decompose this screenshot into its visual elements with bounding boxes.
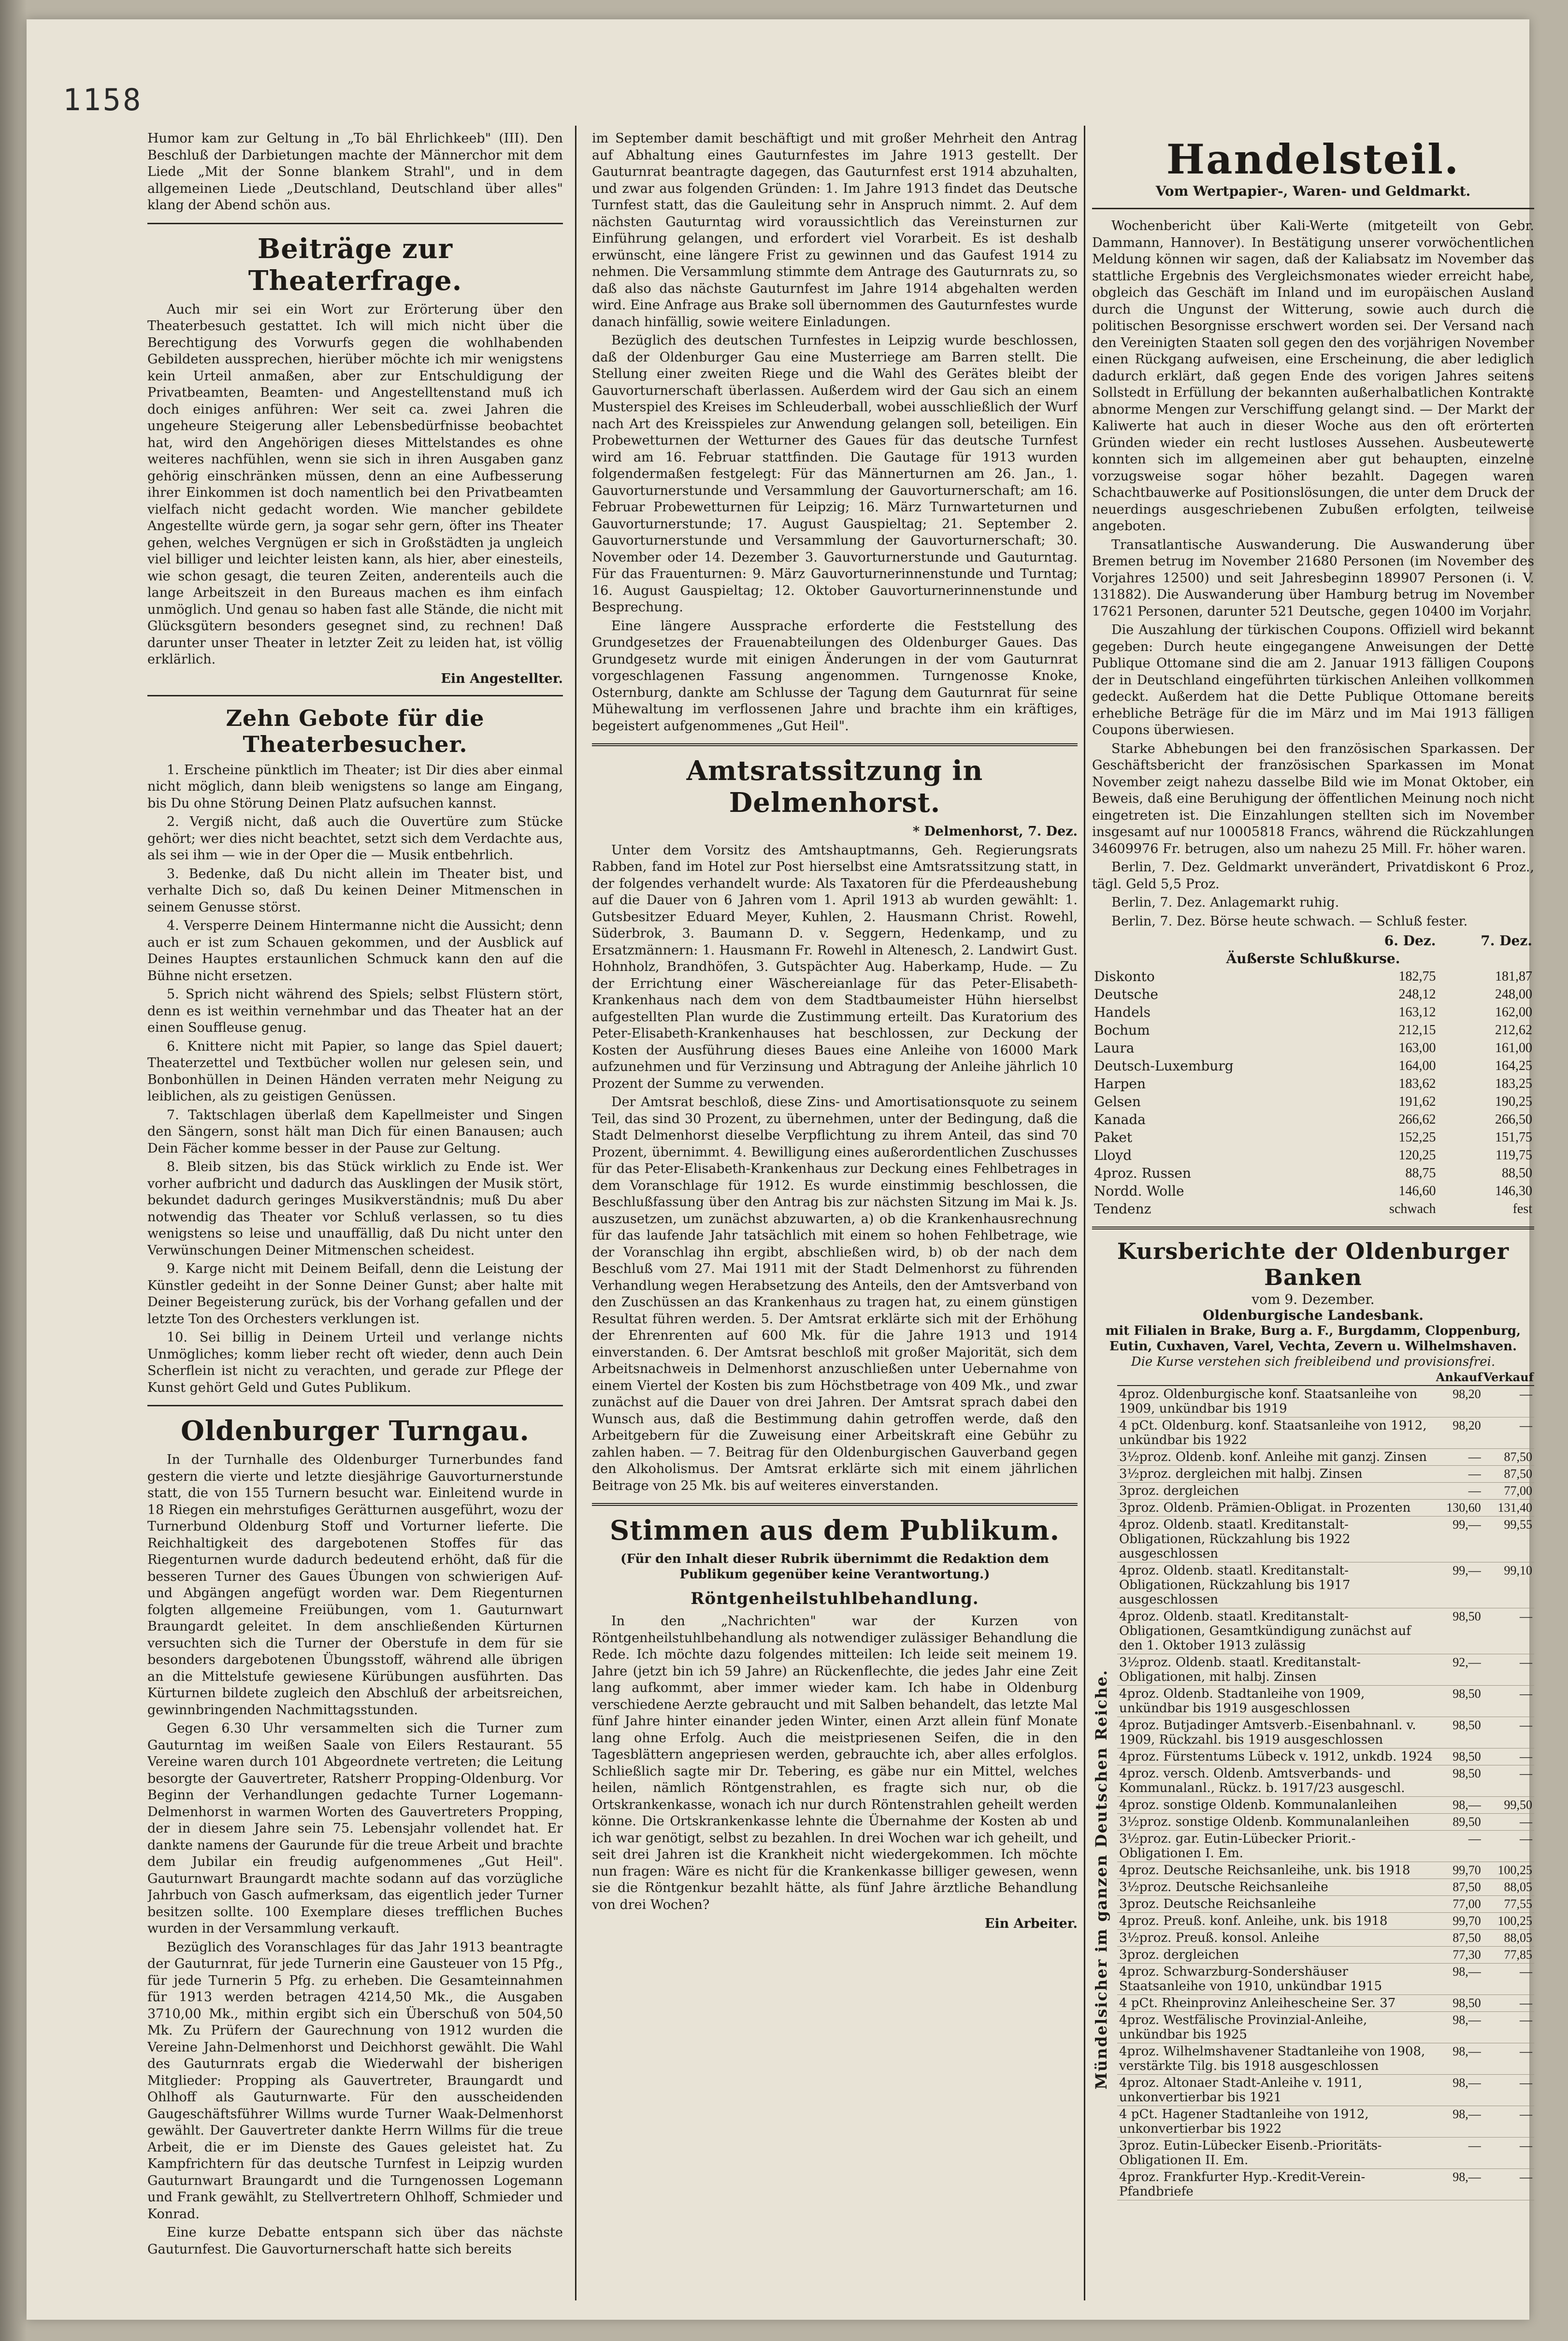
rate-cell: —: [1436, 1449, 1483, 1466]
rate-cell: —: [1483, 1964, 1534, 1995]
bond-name: 4proz. Oldenburgische konf. Staatsanleihe von 1909, unkündbar bis 1919: [1117, 1386, 1436, 1417]
bond-name: 4proz. Westfälische Provinzial-Anleihe, unkündbar bis 1925: [1117, 2012, 1436, 2043]
rate-cell: 98,50: [1436, 1749, 1483, 1765]
paragraph: Bezüglich des deutschen Turnfestes in Leipzig wurde beschlossen, daß der Oldenburger Gau eine Musterriege am Barren stellt. Die Stellung einer zweiten Riege und die Wahl des Gerätes bleibt der Gauvorturnerschaft überlassen. Außerdem wird der Gau sich an einem Musterspiel des Kreises im Schleuderball, wobei ausschließlich der Wurf nach Art des Kreisspieles zur Anwendung gelangen soll, beteiligen. Ein Probewetturnen der Wetturner des Gaues für das deutsche Turnfest wird am 16. Februar stattfinden. Die Gautage für 1913 wurden folgendermaßen festgelegt: Für das Männerturnen am 26. Jan., 1. Gauvorturnerstunde und Versammlung der Gauvorturnerschaft; am 16. Februar Probewetturnen für Leipzig; 16. März Turnwarteturnen und Gauvorturnerstunde; 17. August Gauspieltag; 21. September 2. Gauvorturnerstunde und Versammlung der Gauvorturnerschaft; 30. November oder 14. Dezember 3. Gauvorturnerstunde und Gauturntag. Für das Frauenturnen: 9. März Gauvorturnerinnenstunde und Turntag; 16. August Gauspieltag; 12. Oktober Gauvorturnerinnenstunde und Besprechung.: [592, 333, 1078, 615]
price-cell: 191,62: [1398, 1094, 1436, 1109]
security-name: Harpen: [1094, 1076, 1146, 1092]
rate-cell: 99,—: [1436, 1517, 1483, 1562]
dateline: * Delmenhorst, 7. Dez.: [913, 824, 1078, 839]
table-row: [1117, 1995, 1534, 2012]
commandment-item: 6. Knittere nicht mit Papier, so lange das Spiel dauert; Theaterzettel und Textbücher wollen nur gelesen sein, und Bonbonhüllen in Deinen Händen verraten mehr Neigung zu leiblichen, als zu geistigen Genüssen.: [147, 1039, 563, 1104]
table-row: [1117, 2012, 1534, 2043]
bond-name: 3proz. dergleichen: [1117, 1947, 1436, 1964]
bond-name: 3½proz. gar. Eutin-Lübecker Priorit.-Obligationen I. Em.: [1117, 1831, 1436, 1862]
rate-cell: 77,55: [1483, 1896, 1534, 1913]
column-rule: [1084, 126, 1085, 2300]
rate-cell: —: [1483, 2075, 1534, 2106]
table-row: [1092, 1164, 1534, 1182]
bond-name: 4proz. Oldenb. staatl. Kreditanstalt-Obligationen, Rückzahlung bis 1917 ausgeschlossen: [1117, 1562, 1436, 1608]
price-cell: 163,12: [1398, 1005, 1436, 1020]
rate-cell: 100,25: [1483, 1913, 1534, 1930]
security-name: Deutsch-Luxemburg: [1094, 1058, 1234, 1074]
table-row: [1092, 1003, 1534, 1021]
divider: [592, 743, 1078, 746]
rate-cell: 88,05: [1483, 1879, 1534, 1896]
paragraph: im September damit beschäftigt und mit großer Mehrheit den Antrag auf Abhaltung eines Gauturnfestes im Jahre 1913 gestellt. Der Gauturnrat beantragte dagegen, das Gauturnfest erst 1914 abzuhalten, und zwar aus folgenden Gründen: 1. Im Jahre 1913 findet das Deutsche Turnfest statt, das die Gauleitung sehr in Anspruch nimmt. 2. Auf dem nächsten Gauturntag wird voraussichtlich das Vereinsturnen zur Einführung gelangen, und erfordert viel Vorarbeit. Es ist deshalb erwünscht, eine längere Frist zu gewinnen und das Gaufest 1914 zu nehmen. Die Versammlung stimmte dem Antrage des Gauturnrats zu, so daß also das nächste Gauturnfest im Jahre 1914 abgehalten werden wird. Eine Anfrage aus Brake soll übernommen des Gauturnfestes wurde danach hinfällig, sowie weitere Einladungen.: [592, 131, 1078, 330]
table-row: [1092, 1057, 1534, 1075]
commandment-item: 1. Erscheine pünktlich im Theater; ist Dir dies aber einmal nicht möglich, dann bleib wenigstens so lange am Eingang, bis Du ohne Störung Deinen Platz aufsuchen kannst.: [147, 762, 563, 811]
table-row: [1092, 1111, 1534, 1128]
table-header: 7. Dez.: [1481, 933, 1532, 949]
table-row: [1092, 968, 1534, 985]
security-name: Laura: [1094, 1040, 1135, 1056]
rate-cell: —: [1483, 1749, 1534, 1765]
price-cell: 88,75: [1405, 1166, 1436, 1181]
rate-cell: —: [1436, 1831, 1483, 1862]
table-row: [1117, 1765, 1534, 1797]
table-row: [1117, 1654, 1534, 1686]
rate-cell: 98,—: [1436, 2043, 1483, 2075]
article-body: [592, 1613, 1078, 1913]
table-row: [1117, 1717, 1534, 1749]
column-2: [592, 130, 1078, 2305]
price-cell: 248,00: [1495, 987, 1532, 1002]
rate-cell: 77,00: [1436, 1896, 1483, 1913]
paragraph: Gegen 6.30 Uhr versammelten sich die Turner zum Gauturntag im weißen Saale von Eilers Restaurant. 55 Vereine waren durch 101 Abgeordnete vertreten; die Leitung besorgte der Gauvertreter, Ratsherr Propping-Oldenburg. Vor Beginn der Verhandlungen gedachte Turner Logemann-Delmenhorst in warmen Worten des Gauvertreters Propping, der in diesem Jahre sein 75. Lebensjahr vollendet hat. Er dankte namens der Gaurunde für die treue Arbeit und brachte dem Jubilar ein freudig aufgenommenes „Gut Heil". Gauturnwart Braungardt machte sodann auf das vorzügliche Jahrbuch von Gasch aufmerksam, das eigentlich jeder Turner besitzen sollte. 100 Exemplare dieses trefflichen Buches wurden in der Versammlung verkauft.: [147, 1721, 563, 1936]
rate-cell: 98,—: [1436, 2106, 1483, 2138]
bond-name: 4 pCt. Rheinprovinz Anleihescheine Ser. 37: [1117, 1995, 1436, 2012]
table-row: [1117, 1562, 1534, 1608]
table-row: [1117, 1749, 1534, 1765]
table-row: [1117, 1797, 1534, 1814]
rate-cell: —: [1483, 1686, 1534, 1717]
paragraph: Berlin, 7. Dez. Anlagemarkt ruhig.: [1111, 895, 1339, 910]
bond-name: 3½proz. Deutsche Reichsanleihe: [1117, 1879, 1436, 1896]
table-row: [1092, 1182, 1534, 1200]
price-cell: 161,00: [1495, 1040, 1532, 1055]
rate-cell: —: [1483, 1386, 1534, 1417]
price-cell: 152,25: [1398, 1130, 1436, 1145]
bank-rates-table: [1117, 1370, 1534, 2200]
rate-cell: —: [1436, 1466, 1483, 1483]
table-header: 6. Dez.: [1384, 933, 1436, 949]
table-header: Verkauf: [1483, 1370, 1534, 1386]
paragraph: Wochenbericht über Kali-Werte (mitgeteilt von Gebr. Dammann, Hannover). In Bestätigung unserer vorwöchentlichen Meldung können wir sagen, daß der Kaliabsatz im November das stattliche Ergebnis des Vergleichsmonates wieder erreicht habe, obgleich das Geschäft im Inland und im europäischen Ausland durch die Ungunst der Witterung, sowie auch durch die politischen Besorgnisse erschwert worden sei. Der Versand nach den Vereinigten Staaten soll gegen den des vorjährigen November einen Rückgang aufweisen, eine Erscheinung, die aber lediglich dadurch erklärt, daß gegen Ende des vorigen Jahres seitens Sollstedt in Erfüllung der bekannten außerhalbatlichen Kontrakte abnorme Mengen zur Verschiffung gelangt sind. — Der Markt der Kaliwerte hat auch in dieser Woche aus den oft erörterten Gründen wieder ein recht lustloses Aussehen. Ausbeutewerte konnten sich im allgemeinen aber gut behaupten, einzelne vorzugsweise sogar höher bezahlt. Dagegen waren Schachtbauwerke auf Positionslösungen, die unter dem Druck der neuerdings ausgeschriebenen Zubußen erfolgten, teilweise angeboten.: [1092, 218, 1534, 534]
bond-name: 4proz. Oldenb. staatl. Kreditanstalt-Obligationen, Rückzahlung bis 1922 ausgeschlossen: [1117, 1517, 1436, 1562]
rate-cell: —: [1483, 1717, 1534, 1749]
article-body: [592, 824, 1078, 1494]
signature: Ein Arbeiter.: [984, 1916, 1078, 1931]
article-title: Oldenburger Turngau.: [181, 1415, 530, 1447]
article-body: [147, 302, 563, 668]
bond-name: 4proz. Wilhelmshavener Stadtanleihe von 1908, verstärkte Tilg. bis 1918 ausgeschlossen: [1117, 2043, 1436, 2075]
rate-cell: 98,—: [1436, 2075, 1483, 2106]
table-row: [1117, 1964, 1534, 1995]
section-masthead: Handelsteil.: [1166, 135, 1460, 183]
rate-cell: 98,50: [1436, 1686, 1483, 1717]
paragraph: Eine längere Aussprache erforderte die Feststellung des Grundgesetzes der Frauenabteilungen des Oldenburger Gaues. Das Grundgesetz wurde mit einigen Änderungen in der vom Gauturnrat vorgeschlagenen Fassung angenommen. Turngenosse Knoke, Osternburg, dankte am Schlusse der Tagung dem Gauturnrat für seine Mühewaltung im verflossenen Jahre und brachte ihm ein kräftiges, begeistert aufgenommenes „Gut Heil".: [592, 618, 1078, 734]
article-body: [147, 130, 563, 214]
table-row: [1117, 1686, 1534, 1717]
rate-cell: 99,70: [1436, 1862, 1483, 1879]
table-row: [1117, 1500, 1534, 1517]
rate-cell: —: [1483, 2043, 1534, 2075]
article-subtitle: Röntgenheilstuhlbehandlung.: [690, 1589, 979, 1608]
rate-cell: —: [1483, 2138, 1534, 2169]
table-row: [1117, 1947, 1534, 1964]
rate-cell: —: [1483, 1765, 1534, 1797]
bond-name: 4proz. Deutsche Reichsanleihe, unk. bis 1918: [1117, 1862, 1436, 1879]
bond-name: 4proz. Fürstentums Lübeck v. 1912, unkdb. 1924: [1117, 1749, 1436, 1765]
paragraph: In den „Nachrichten" war der Kurzen von Röntgenheilstuhlbehandlung als notwendiger zulässiger Behandlung die Rede. Ich möchte dazu folgendes mitteilen: Ich leide seit meinem 19. Jahre (jetzt bin ich 59 Jahre) an Rückenflechte, die jedes Jahr eine Zeit lang aufkommt, aber immer wieder kam. Ich habe in Oldenburg verschiedene Aerzte gebraucht und mit Salben behandelt, das letzte Mal fünf Jahre hinter einander jeden Winter, einen Arzt allein fünf Monate lang ohne Erfolg. Auch die meistpriesenen Seifen, die in den Tagesblättern angepriesen werden, gebrauchte ich, aber alles erfolglos. Schließlich sagte mir Dr. Tebering, es gäbe nur ein Mittel, welches heilen, nämlich Röntgenstrahlen, es fragte sich nur, ob die Ortskrankenkasse, wonach ich nur durch Röntenstrahlen geheilt werden könne. Die Ortskrankenkasse lehnte die Übernahme der Kosten ab und ich war genötigt, selbst zu bezahlen. In drei Wochen war ich geheilt, und seit drei Jahren ist die Krankheit nicht wiedergekommen. Ich möchte nun fragen: Wäre es nicht für die Krankenkasse billiger gewesen, wenn sie die Röntgenkur bezahlt hätte, als fünf Jahre ärztliche Behandlung von drei Wochen?: [592, 1614, 1078, 1912]
rate-cell: 98,—: [1436, 2012, 1483, 2043]
bank-rates: [1092, 1370, 1534, 2200]
rate-cell: 130,60: [1436, 1500, 1483, 1517]
security-name: 4proz. Russen: [1094, 1165, 1191, 1181]
paragraph: Starke Abhebungen bei den französischen Sparkassen. Der Geschäftsbericht der französischen Sparkassen im Monat November zeigt nahezu dasselbe Bild wie im Monat Oktober, ein Beweis, daß eine Beruhigung der öffentlichen Meinung noch nicht eingetreten ist. Die Einzahlungen stellten sich im November insgesamt auf nur 10005818 Francs, während die Rückzahlungen 34609976 Fr. betrugen, also um nahezu 25 Mill. Fr. höher waren.: [1092, 741, 1534, 856]
bond-name: 4proz. Frankfurter Hyp.-Kredit-Verein-Pfandbriefe: [1117, 2169, 1436, 2200]
rate-cell: 89,50: [1436, 1814, 1483, 1831]
table-row: [1092, 1021, 1534, 1039]
page-number: 1158: [63, 82, 143, 117]
bank-note: Die Kurse verstehen sich freibleibend und provisionsfrei.: [1131, 1355, 1496, 1369]
price-cell: 212,15: [1398, 1023, 1436, 1038]
signature: Ein Angestellter.: [441, 671, 563, 686]
table-row: [1117, 2106, 1534, 2138]
commandment-item: 7. Taktschlagen überlaß dem Kapellmeister und Singen den Sängern, sonst hält man Dich für einen Banausen; auch Dein Fächer komme besser in der Pause zur Geltung.: [147, 1107, 563, 1156]
rate-cell: 100,25: [1483, 1862, 1534, 1879]
price-cell: 88,50: [1502, 1166, 1532, 1181]
table-row: [1117, 1517, 1534, 1562]
table-row: [1092, 1200, 1534, 1218]
column-1: [147, 130, 563, 2305]
article-body: [147, 1452, 563, 2258]
bond-name: 3proz. Deutsche Reichsanleihe: [1117, 1896, 1436, 1913]
rate-cell: 87,50: [1436, 1879, 1483, 1896]
divider: [147, 1405, 563, 1406]
divider: [147, 223, 563, 224]
paragraph: Eine kurze Debatte entspann sich über das nächste Gauturnfest. Die Gauvorturnerschaft hatte sich bereits: [147, 2225, 563, 2257]
price-cell: 190,25: [1495, 1094, 1532, 1109]
table-row: [1092, 1075, 1534, 1093]
commandments-list: [147, 762, 563, 1397]
bond-name: 4proz. Schwarzburg-Sondershäuser Staatsanleihe von 1910, unkündbar 1915: [1117, 1964, 1436, 1995]
table-row: [1117, 1386, 1534, 1417]
rate-cell: 98,20: [1436, 1417, 1483, 1449]
bond-name: 4 pCt. Hagener Stadtanleihe von 1912, unkonvertierbar bis 1922: [1117, 2106, 1436, 2138]
table-body: [1092, 968, 1534, 1218]
price-cell: 248,12: [1398, 987, 1436, 1002]
rate-cell: —: [1483, 2012, 1534, 2043]
paragraph: Der Amtsrat beschloß, diese Zins- und Amortisationsquote zu seinem Teil, das sind 30 Prozent, zu übernehmen, unter der Bedingung, daß die Stadt Delmenhorst dieselbe Verpflichtung zu ihrem Anteil, das sind 70 Prozent, übernimmt. 4. Bewilligung eines außerordentlichen Zuschusses für das Peter-Elisabeth-Krankenhaus zur Deckung eines Fehlbetrages in dem Voranschlage für 1912. Es wurde einstimmig beschlossen, die Beschlußfassung über den Antrag bis zur nächsten Sitzung im Mai k. Js. auszusetzen, um zunächst abzuwarten, a) ob die Krankenhausrechnung für das laufende Jahr tatsächlich mit einem so hohen Fehlbetrage, wie der Voranschlag ihn ergibt, abschließen wird, b) ob der nach dem Beschluß vom 27. Mai 1911 mit der Stadt Delmenhorst zu führenden Verhandlung wegen Herabsetzung des Anteils, den der Amtsverband von den Zuschüssen an das Krankenhaus zu tragen hat, zu einem günstigen Resultat führen werden. 5. Der Amtsrat erklärte sich mit der Erhöhung der Ehrenrenten auf 600 Mk. für die Jahre 1913 und 1914 einverstanden. 6. Der Amtsrat beschloß mit großer Majorität, sich dem Arbeitsnachweis in Delmenhorst anzuschließen unter Uebernahme von einem Viertel der Kosten bis zum Höchstbetrage von 409 Mk., und zwar zunächst auf die Dauer von drei Jahren. Der Amtsrat sprach dabei den Wunsch aus, daß die Bestimmung dahin getroffen werde, daß den Arbeitgebern für die Zuweisung einer Arbeitskraft eine Gebühr zu zahlen haben. — 7. Beitrag für den Oldenburgischen Gauverband gegen den Alkoholismus. Der Amtsrat erklärte sich mit einem jährlichen Beitrage von 25 Mk. bis auf weiteres einverstanden.: [592, 1095, 1078, 1493]
binding-shadow: [0, 0, 27, 2341]
table-row: [1092, 985, 1534, 1003]
rate-cell: —: [1483, 2106, 1534, 2138]
price-cell: 146,30: [1495, 1184, 1532, 1199]
article-body: [1092, 218, 1534, 930]
section-subtitle: Vom Wertpapier-, Waren- und Geldmarkt.: [1155, 183, 1471, 199]
rate-cell: —: [1436, 2138, 1483, 2169]
table-header: Ankauf: [1436, 1370, 1483, 1386]
price-cell: 183,62: [1398, 1076, 1436, 1091]
commandment-item: 4. Versperre Deinem Hintermanne nicht die Aussicht; denn auch er ist zum Schauen gekommen, und der Ausblick auf Deines Hauptes erstaunlichen Schmuck kann den auf die Bühne nicht ersetzen.: [147, 918, 563, 983]
price-cell: 181,87: [1495, 969, 1532, 984]
rate-cell: 98,20: [1436, 1386, 1483, 1417]
commandment-item: 8. Bleib sitzen, bis das Stück wirklich zu Ende ist. Wer vorher aufbricht und dadurch das Ausklingen der Musik stört, bekundet dadurch geringes Musikverständnis; muß Du aber notwendig das Theater vor Schluß verlassen, so tu dies wenigstens so leise und unauffällig, daß Du nicht unter den Verwünschungen Deiner Mitmenschen scheidest.: [147, 1159, 563, 1258]
bond-name: 3½proz. Oldenb. staatl. Kreditanstalt-Obligationen, mit halbj. Zinsen: [1117, 1654, 1436, 1686]
rate-cell: —: [1483, 1814, 1534, 1831]
paragraph: Berlin, 7. Dez. Geldmarkt unverändert, Privatdiskont 6 Proz., tägl. Geld 5,5 Proz.: [1092, 860, 1534, 892]
price-cell: 266,50: [1495, 1112, 1532, 1127]
commandment-item: 2. Vergiß nicht, daß auch die Ouvertüre zum Stücke gehört; wer dies nicht beachtet, setzt sich dem Verdachte aus, als sei ihm — wie in der Oper die — Musik entbehrlich.: [147, 814, 563, 863]
rate-cell: —: [1483, 1608, 1534, 1654]
commandment-item: 3. Bedenke, daß Du nicht allein im Theater bist, und verhalte Dich so, daß Du keinen Deiner Mitmenschen in seinem Genusse störst.: [147, 866, 563, 915]
security-name: Paket: [1094, 1129, 1133, 1145]
rate-cell: 98,—: [1436, 2169, 1483, 2200]
security-name: Lloyd: [1094, 1147, 1132, 1163]
bond-name: 4proz. versch. Oldenb. Amtsverbands- und Kommunalanl., Rückz. b. 1917/23 ausgeschl.: [1117, 1765, 1436, 1797]
bond-name: 4proz. Butjadinger Amtsverb.-Eisenbahnanl. v. 1909, Rückzahl. bis 1919 ausgeschlossen: [1117, 1717, 1436, 1749]
table-row: [1117, 1483, 1534, 1500]
table-row: [1117, 1814, 1534, 1831]
bond-name: 4proz. Oldenb. staatl. Kreditanstalt-Obligationen, Gesamtkündigung zunächst auf den 1. Oktober 1913 zulässig: [1117, 1608, 1436, 1654]
rate-cell: 131,40: [1483, 1500, 1534, 1517]
divider: [592, 1503, 1078, 1506]
commandment-item: 9. Karge nicht mit Deinem Beifall, denn die Leistung der Künstler gedeiht in der Sonne Deiner Gunst; aber halte mit Deiner Begeisterung zurück, bis der Vorhang gefallen und der letzte Ton des Orchesters verklungen ist.: [147, 1261, 563, 1327]
commandment-item: 5. Sprich nicht während des Spiels; selbst Flüstern stört, denn es ist weithin vernehmbar und das Theater hat an der einen Souffleuse genug.: [147, 987, 563, 1035]
rate-cell: —: [1483, 1417, 1534, 1449]
rate-cell: 99,—: [1436, 1562, 1483, 1608]
bond-name: 3½proz. Preuß. konsol. Anleihe: [1117, 1930, 1436, 1947]
price-cell: 162,00: [1495, 1005, 1532, 1020]
table-row: [1117, 1831, 1534, 1862]
security-name: Gelsen: [1094, 1094, 1141, 1110]
bond-name: 4 pCt. Oldenburg. konf. Staatsanleihe von 1912, unkündbar bis 1922: [1117, 1417, 1436, 1449]
price-cell: 163,00: [1398, 1040, 1436, 1055]
table-row: [1117, 1417, 1534, 1449]
paragraph: Auch mir sei ein Wort zur Erörterung über den Theaterbesuch gestattet. Ich will mich nicht über die Berechtigung des Vorwurfs gegen die wohlhabenden Gebildeten aussprechen, hierüber möchte ich mir wenigstens kein Urteil anmaßen, aber zur Entschuldigung der Privatbeamten, Beamten- und Angestelltenstand muß ich doch einiges anführen: Wer seit ca. zwei Jahren die ungeheure Steigerung aller Lebensbedürfnisse beobachtet hat, wird den Angehörigen dieses Mittelstandes es ohne weiteres nachfühlen, wenn sie sich in ihren Ausgaben ganz gehörig einschränken müssen, denn an eine Aufbesserung ihrer Einkommen ist doch namentlich bei den Privatbeamten vielfach nicht gedacht worden. Wie mancher gebildete Angestellte würde gern, ja sogar sehr gern, öfter ins Theater gehen, welches Vergnügen er sich in Großstädten ja ungleich viel billiger und leichter leisten kann, als hier, aber einesteils, wie schon gesagt, die teuren Zeiten, anderenteils auch die lange Arbeitszeit in den Bureaus machen es ihm einfach unmöglich. Und genau so haben fast alle Stände, die nicht mit Glücksgütern besonders gesegnet sind, zu rechnen! Daß darunter unser Theater in letzter Zeit zu leiden hat, ist völlig erklärlich.: [147, 302, 563, 667]
rate-cell: 88,05: [1483, 1930, 1534, 1947]
rate-cell: 77,00: [1483, 1483, 1534, 1500]
rate-cell: 87,50: [1483, 1466, 1534, 1483]
rate-cell: 77,85: [1483, 1947, 1534, 1964]
bond-name: 4proz. Preuß. konf. Anleihe, unk. bis 1918: [1117, 1913, 1436, 1930]
price-cell: schwach: [1389, 1201, 1436, 1216]
paragraph: Humor kam zur Geltung in „To bäl Ehrlichkeeb" (III). Den Beschluß der Darbietungen machte der Männerchor mit dem Liede „Mit der Sonne blankem Strahl", und in dem allgemeinen Liede „Deutschland, Deutschland über alles" klang der Abend schön aus.: [147, 131, 563, 213]
security-name: Deutsche: [1094, 986, 1158, 1002]
price-cell: 146,60: [1398, 1184, 1436, 1199]
rate-cell: 87,50: [1483, 1449, 1534, 1466]
price-cell: 151,75: [1495, 1130, 1532, 1145]
disclaimer: (Für den Inhalt dieser Rubrik übernimmt die Redaktion dem Publikum gegenüber keine Verantwortung.): [620, 1552, 1049, 1582]
rate-cell: 99,70: [1436, 1913, 1483, 1930]
rate-cell: 98,—: [1436, 1964, 1483, 1995]
rate-cell: 98,50: [1436, 1765, 1483, 1797]
bond-name: 3proz. Oldenb. Prämien-Obligat. in Prozenten: [1117, 1500, 1436, 1517]
table-title: Äußerste Schlußkurse.: [1226, 951, 1400, 967]
security-name: Diskonto: [1094, 968, 1155, 984]
price-cell: 183,25: [1495, 1076, 1532, 1091]
rate-cell: 98,50: [1436, 1717, 1483, 1749]
table-row: [1117, 1913, 1534, 1930]
rate-cell: 98,50: [1436, 1608, 1483, 1654]
report-date: vom 9. Dezember.: [1252, 1291, 1375, 1307]
bond-name: 4proz. Oldenb. Stadtanleihe von 1909, unkündbar bis 1919 ausgeschlossen: [1117, 1686, 1436, 1717]
paragraph: In der Turnhalle des Oldenburger Turnerbundes fand gestern die vierte und letzte diesjährige Gauvorturnerstunde statt, die von 155 Turnern besucht war. Einleitend wurde in 18 Riegen ein mehrstufiges Gerätturnen ausgeführt, wozu der Turnerbund Oldenburg Stoff und Vorturner lieferte. Die Reichhaltigkeit des dargebotenen Stoffes für das Riegenturnen wurde dadurch bedeutend erhöht, daß für die besseren Turner des Gaues Übungen von schwierigen Auf- und Abgängen angefügt worden war. Dem Riegenturnen folgten allgemeine Freiübungen, vom 1. Gauturnwart Braungardt geleitet. In dem anschließenden Kürturnen versuchten sich die Turner der Oberstufe in dem für sie besonders dargebotenen Übungsstoff, während alle übrigen an die Mittelstufe gewiesene Kürübungen ausführten. Das Kürturnen bildete zugleich den Abschluß der arbeitsreichen, gewinnbringenden Nachmittagsstunden.: [147, 1452, 563, 1718]
bond-name: 3½proz. Oldenb. konf. Anleihe mit ganzj. Zinsen: [1117, 1449, 1436, 1466]
column-3: [1092, 130, 1534, 2305]
table-row: [1117, 2075, 1534, 2106]
paragraph: Die Auszahlung der türkischen Coupons. Offiziell wird bekannt gegeben: Durch heute eingegangene Anweisungen der Dette Publique Ottomane sind die am 2. Januar 1913 fälligen Coupons der in Deutschland eingeführten türkischen Anleihen vollkommen gedeckt. Außerdem hat die Dette Publique Ottomane bereits erhebliche Beträge für die im März und im Mai 1913 fälligen Coupons überwiesen.: [1092, 622, 1534, 737]
security-name: Kanada: [1094, 1112, 1146, 1127]
rate-cell: 99,50: [1483, 1797, 1534, 1814]
paragraph: Bezüglich des Voranschlages für das Jahr 1913 beantragte der Gauturnrat, für jede Turnerin eine Gausteuer von 15 Pfg., für jede Turnerin 5 Pfg. zu erheben. Die Gesamteinnahmen für 1913 werden betragen 4214,50 Mk., die Ausgaben 3710,00 Mk., mithin ergibt sich ein Überschuß von 504,50 Mk. Zu Prüfern der Gaurechnung von 1912 wurden die Vereine Jahn-Delmenhorst und Deichhorst gewählt. Die Wahl des Gauturnrats ergab die Wiederwahl der bisherigen Mitglieder: Propping als Gauvertreter, Braungardt und Ohlhoff als Gauturnwarte. Für den ausscheidenden Gaugeschäftsführer Willms wurde Turner Waak-Delmenhorst gewählt. Der Gauvertreter dankte Herrn Willms für die treue Arbeit, die er im Dienste des Gaues geleistet hat. Zu Kampfrichtern für das deutsche Turnfest in Leipzig wurden Gauturnwart Braungardt und die Turngenossen Logemann und Frank gewählt, zu Stellvertretern Ohlhoff, Schmieder und Konrad.: [147, 1939, 563, 2222]
article-title: Beiträge zur Theaterfrage.: [248, 232, 462, 297]
bond-name: 3proz. Eutin-Lübecker Eisenb.-Prioritäts-Obligationen II. Em.: [1117, 2138, 1436, 2169]
article-title: Amtsratssitzung in Delmenhorst.: [686, 755, 983, 819]
price-cell: 164,00: [1398, 1058, 1436, 1073]
paragraph: Transatlantische Auswanderung. Die Auswanderung über Bremen betrug im November 21680 Personen (im November des Vorjahres 12500) und seit Jahresbeginn 189907 Personen (i. V. 131882). Die Auswanderung über Hamburg betrug im November 17621 Personen, darunter 521 Deutsche, gegen 10400 im Vorjahr.: [1092, 537, 1534, 619]
rate-cell: —: [1483, 1654, 1534, 1686]
paragraph: Berlin, 7. Dez. Börse heute schwach. — Schluß fester.: [1111, 913, 1468, 929]
price-cell: 266,62: [1398, 1112, 1436, 1127]
price-cell: 119,75: [1496, 1148, 1532, 1163]
rate-cell: 99,55: [1483, 1517, 1534, 1562]
security-name: Nordd. Wolle: [1094, 1183, 1184, 1199]
table-row: [1117, 1608, 1534, 1654]
bond-name: 3½proz. sonstige Oldenb. Kommunalanleihen: [1117, 1814, 1436, 1831]
article-title: Stimmen aus dem Publikum.: [609, 1515, 1060, 1546]
table-row: [1117, 1930, 1534, 1947]
price-cell: 120,25: [1398, 1148, 1436, 1163]
security-name: Handels: [1094, 1004, 1151, 1020]
rate-cell: 92,—: [1436, 1654, 1483, 1686]
rate-cell: 99,10: [1483, 1562, 1534, 1608]
table-row: [1092, 1146, 1534, 1164]
rate-cell: —: [1483, 2169, 1534, 2200]
rate-cell: 98,50: [1436, 1995, 1483, 2012]
table-row: [1092, 1039, 1534, 1057]
bond-name: 4proz. Altonaer Stadt-Anleihe v. 1911, unkonvertierbar bis 1921: [1117, 2075, 1436, 2106]
article-title: Zehn Gebote für die Theaterbesucher.: [226, 705, 485, 757]
table-row: [1092, 1093, 1534, 1111]
security-name: Bochum: [1094, 1022, 1150, 1038]
table-row: [1092, 1128, 1534, 1146]
table-body: [1117, 1386, 1534, 2200]
bank-branches: mit Filialen in Brake, Burg a. F., Burgdamm, Cloppenburg, Eutin, Cuxhaven, Varel, Vechta, Zevern u. Wilhelmshaven.: [1105, 1324, 1521, 1354]
bond-name: 4proz. sonstige Oldenb. Kommunalanleihen: [1117, 1797, 1436, 1814]
paragraph: Unter dem Vorsitz des Amtshauptmanns, Geh. Regierungsrats Rabben, fand im Hotel zur Post hierselbst eine Amtsratssitzung statt, in der folgendes verhandelt wurde: Als Taxatoren für die Pferdeaushebung auf die Dauer von 6 Jahren vom 1. April 1913 ab wurden gewählt: 1. Gutsbesitzer Eduard Meyer, Kuhlen, 2. Hausmann Christ. Rowehl, Süderbrok, 3. Baumann D. v. Seggern, Hedenkamp, und zu Ersatzmännern: 1. Hausmann Fr. Rowehl in Altenesch, 2. Landwirt Gust. Hohnholz, Brandhöfen, 3. Gutspächter Aug. Haberkamp, Hude. — Zu der Errichtung einer Wäschereianlage für das Peter-Elisabeth-Krankenhaus nach dem von dem Stadtbaumeister Hühn hierselbst aufgestellten Plan wurde die Zustimmung erteilt. Das Kuratorium des Peter-Elisabeth-Krankenhauses hat beschlossen, zur Deckung der Kosten der Ausführung dieses Baues eine Anleihe von 16000 Mark aufzunehmen und für Verzinsung und Abtragung der Anleihe jährlich 10 Prozent der Summe zu verwenden.: [592, 842, 1078, 1091]
rate-cell: 77,30: [1436, 1947, 1483, 1964]
rate-cell: —: [1483, 1831, 1534, 1862]
price-cell: fest: [1512, 1201, 1532, 1216]
bank-name: Oldenburgische Landesbank.: [1203, 1307, 1424, 1323]
table-row: [1117, 1466, 1534, 1483]
table-row: [1117, 2138, 1534, 2169]
security-name: Tendenz: [1094, 1201, 1151, 1217]
rate-cell: 98,—: [1436, 1797, 1483, 1814]
closing-prices-table: [1092, 932, 1534, 1218]
table-row: [1117, 1449, 1534, 1466]
column-rule: [575, 126, 576, 2300]
commandment-item: 10. Sei billig in Deinem Urteil und verlange nichts Unmögliches; komm lieber recht oft wieder, denn auch Dein Scherflein ist nicht zu verachten, und gerade zur Pflege der Kunst gehört Geld und Gutes Publikum.: [147, 1330, 563, 1395]
table-row: [1117, 2169, 1534, 2200]
table-row: [1117, 2043, 1534, 2075]
article-body: [592, 130, 1078, 735]
table-header: [1117, 1370, 1436, 1386]
side-label: Mündelsicher im ganzen Deutschen Reiche.: [1092, 1669, 1110, 2090]
table-row: [1117, 1879, 1534, 1896]
table-row: [1117, 1862, 1534, 1879]
divider: [1092, 208, 1534, 209]
rate-cell: —: [1436, 1483, 1483, 1500]
rate-cell: 87,50: [1436, 1930, 1483, 1947]
divider: [1092, 1227, 1534, 1229]
bond-name: 3½proz. dergleichen mit halbj. Zinsen: [1117, 1466, 1436, 1483]
price-cell: 182,75: [1398, 969, 1436, 984]
article-title: Kursberichte der Oldenburger Banken: [1117, 1238, 1510, 1290]
rate-cell: —: [1483, 1995, 1534, 2012]
table-header: [1092, 932, 1341, 950]
divider: [147, 695, 563, 696]
price-cell: 212,62: [1495, 1023, 1532, 1038]
price-cell: 164,25: [1495, 1058, 1532, 1073]
bond-name: 3proz. dergleichen: [1117, 1483, 1436, 1500]
table-row: [1117, 1896, 1534, 1913]
